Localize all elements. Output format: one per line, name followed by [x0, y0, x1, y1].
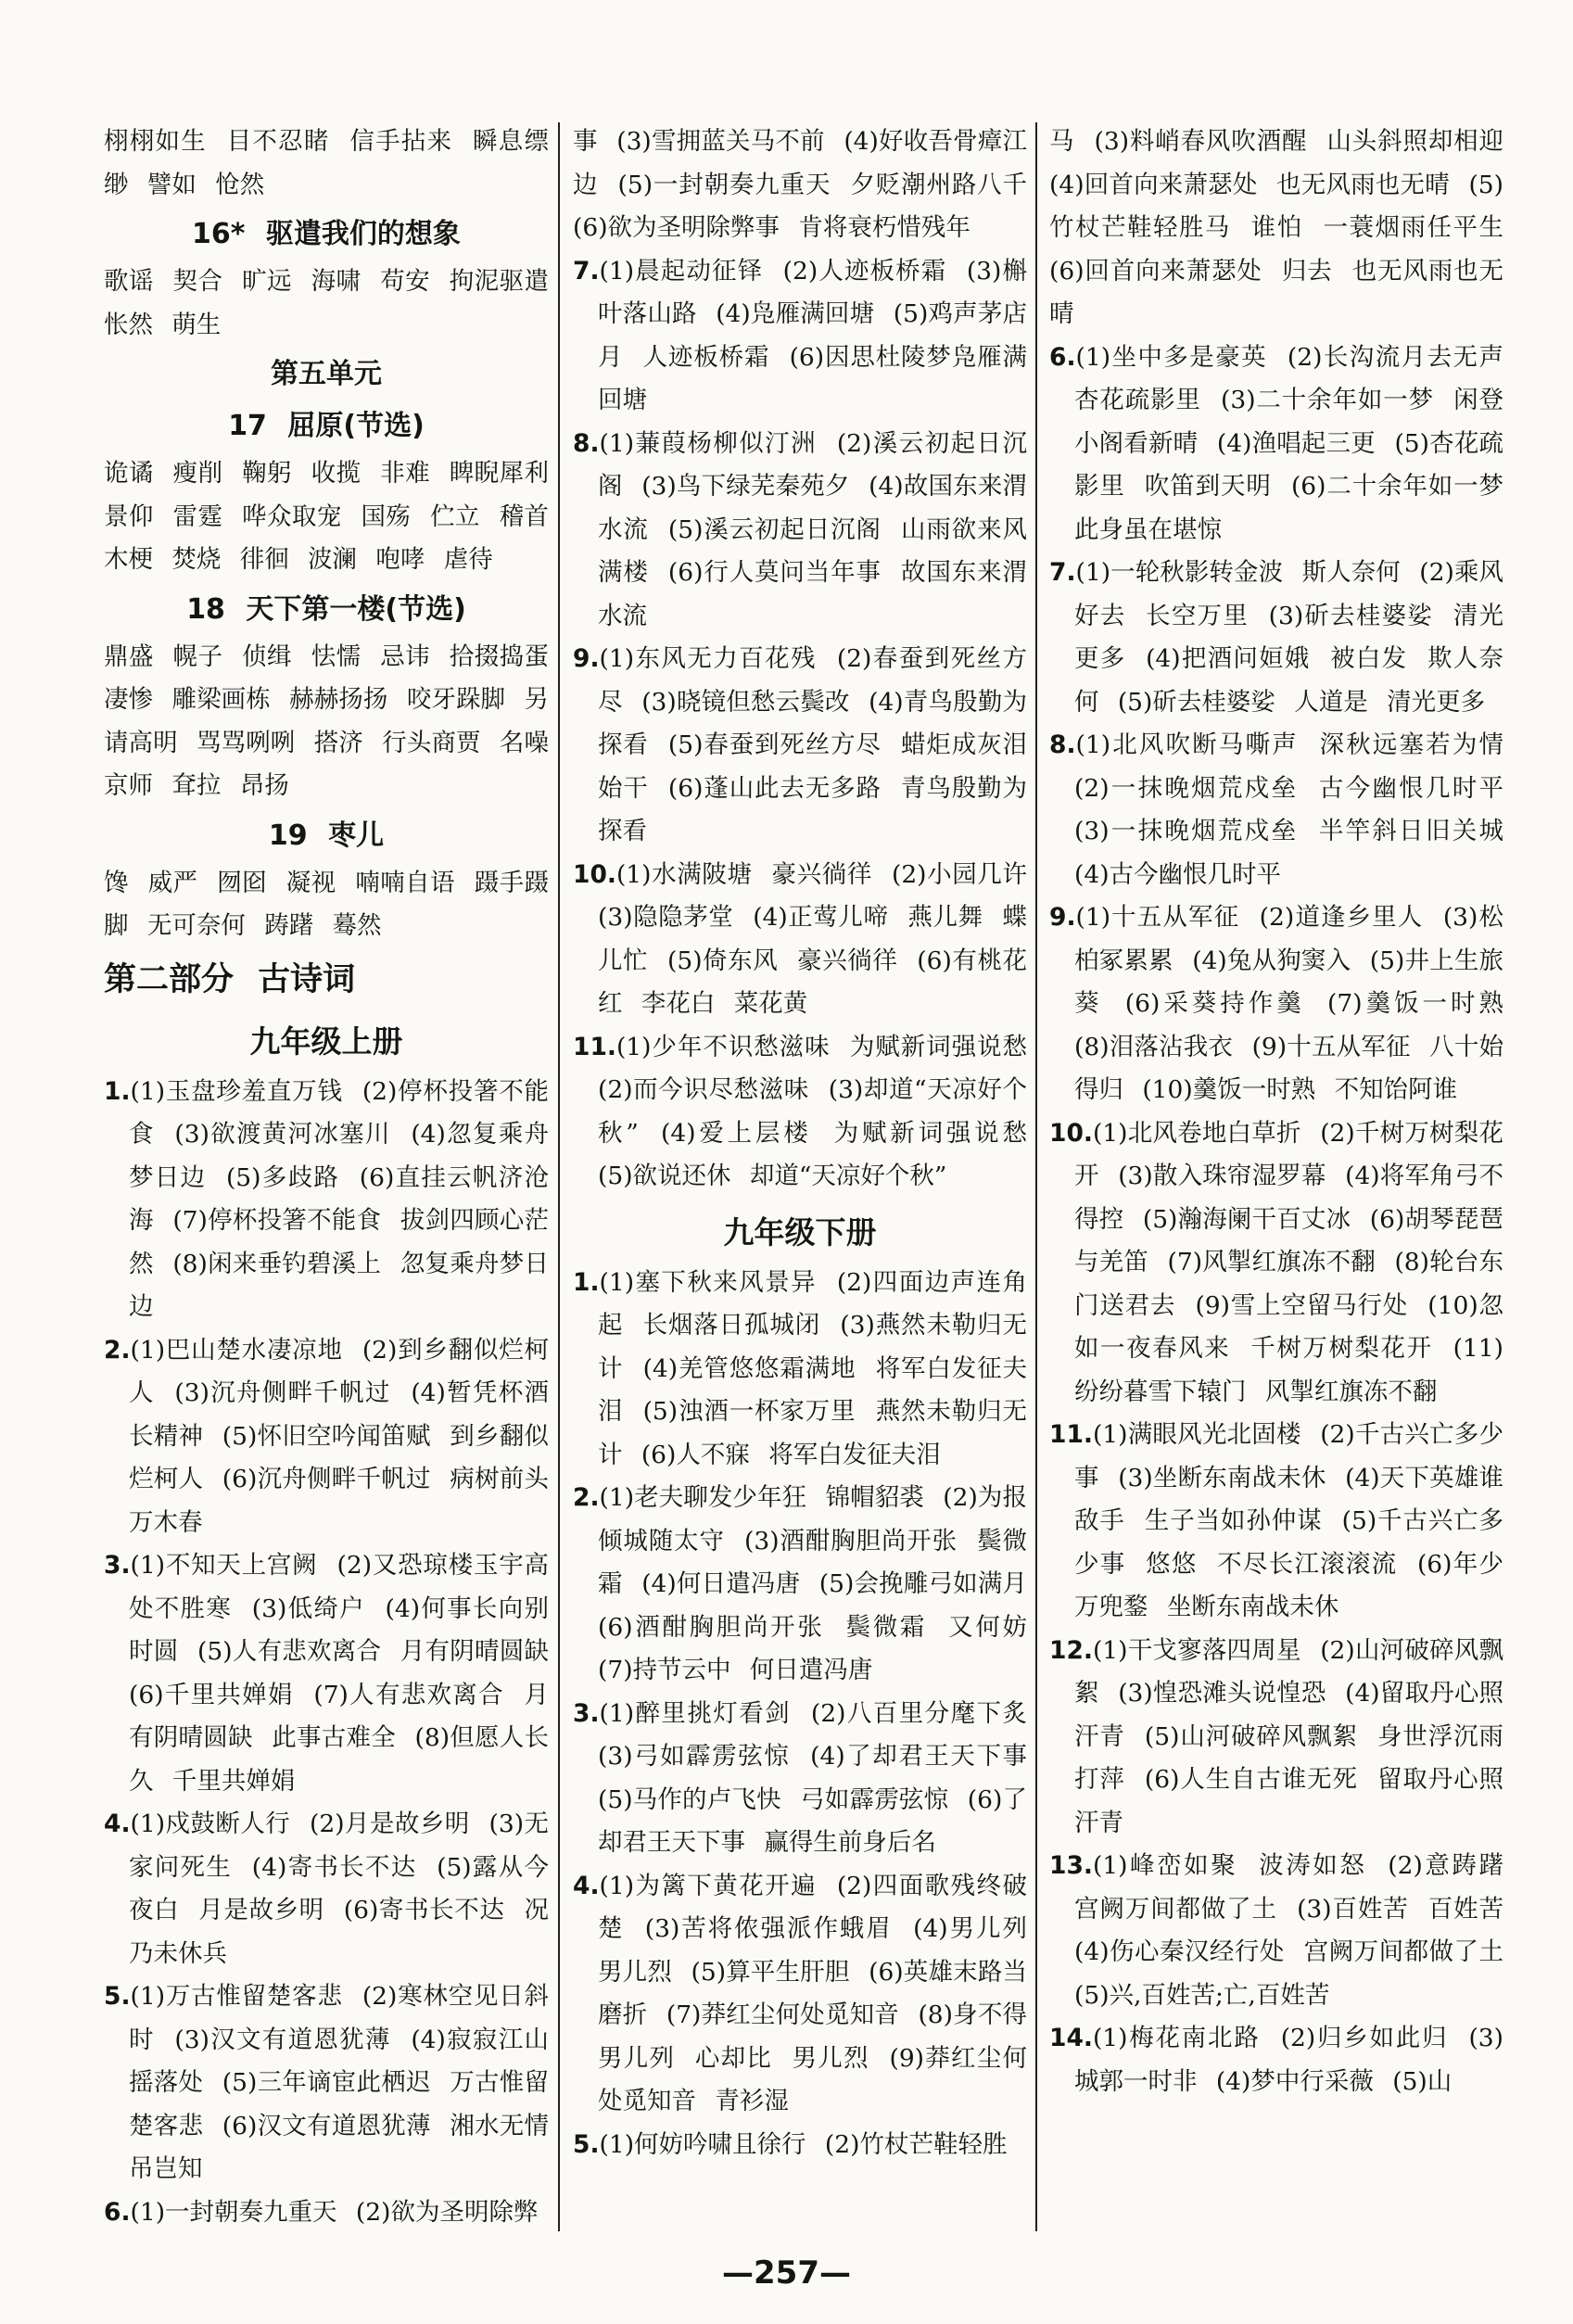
answer-item	[104, 1544, 549, 1803]
answer-number: 13.	[1049, 1851, 1093, 1880]
answer-text: (1)水满陂塘 豪兴徜徉 (2)小园几许 (3)隐隐茅堂 (4)正莺儿啼 燕儿舞 蝶儿忙 (5)倚东风 豪兴徜徉 (6)有桃花红 李花白 菜花黄	[598, 859, 1027, 1018]
answer-item	[104, 1975, 549, 2191]
answer-item	[104, 1329, 549, 1545]
column-1	[104, 121, 549, 2241]
answer-text: (1)巴山楚水凄凉地 (2)到乡翻似烂柯人 (3)沉舟侧畔千帆过 (4)暂凭杯酒长精神 (5)怀旧空吟闻笛赋 到乡翻似烂柯人 (6)沉舟侧畔千帆过 病树前头万木春	[129, 1335, 549, 1537]
answer-item	[573, 1262, 1027, 1478]
answer-item	[573, 1693, 1027, 1865]
answer-number: 1.	[573, 1267, 600, 1297]
answer-item	[1049, 552, 1503, 724]
answer-number: 1.	[104, 1076, 131, 1106]
answer-text: (1)何妨吟啸且徐行 (2)竹杖芒鞋轻胜	[599, 2129, 1008, 2159]
answer-number: 3.	[104, 1551, 131, 1580]
answer-number: 10.	[1049, 1118, 1093, 1148]
answer-item	[1049, 896, 1503, 1112]
answer-text: (1)醉里挑灯看剑 (2)八百里分麾下炙 (3)弓如霹雳弦惊 (4)了却君王天下事 (5)马作的卢飞快 弓如霹雳弦惊 (6)了却君王天下事 赢得生前身后名	[598, 1698, 1027, 1857]
column-2	[573, 121, 1027, 2241]
answer-text: (1)梅花南北路 (2)归乡如此归 (3)城郭一时非 (4)梦中行采薇 (5)山	[1074, 2024, 1503, 2096]
answer-text: (1)一轮秋影转金波 斯人奈何 (2)乘风好去 长空万里 (3)斫去桂婆娑 清光更多 (4)把酒问姮娥 被白发 欺人奈何 (5)斫去桂婆娑 人道是 清光更多	[1074, 558, 1503, 717]
answer-item	[573, 250, 1027, 423]
page-number: —257—	[722, 2254, 851, 2292]
answer-text: (1)为篱下黄花开遍 (2)四面歌残终破楚 (3)苦将侬强派作蛾眉 (4)男儿列 男儿烈 (5)算平生肝胆 (6)英雄末路当磨折 (7)莽红尘何处觅知音 (8)身不得 男儿列 心却比 男儿烈 (9)莽红尘何处觅知音 青衫湿	[598, 1871, 1027, 2115]
answer-item	[1049, 1414, 1503, 1630]
vocabulary-list: 栩栩如生 目不忍睹 信手拈来 瞬息缥缈 譬如 怆然	[104, 127, 549, 199]
answer-number: 6.	[104, 2197, 131, 2227]
section-heading: 第五单元	[271, 358, 382, 390]
answer-item	[104, 2191, 549, 2235]
answer-number: 5.	[573, 2129, 600, 2159]
vocabulary-list: 诡谲 瘦削 鞠躬 收揽 非难 睥睨犀利 景仰 雷霆 哗众取宠 国殇 伫立 稽首 木梗 焚烧 徘徊 波澜 咆哮 虐待	[104, 459, 549, 574]
answer-number: 2.	[573, 1483, 600, 1512]
answer-text: (1)万古惟留楚客悲 (2)寒林空见日斜时 (3)汉文有道恩犹薄 (4)寂寂江山摇落处 (5)三年谪宦此栖迟 万古惟留楚客悲 (6)汉文有道恩犹薄 湘水无情吊岂知	[129, 1982, 549, 2183]
answer-item	[573, 638, 1027, 854]
answer-number: 8.	[573, 428, 600, 458]
section-heading: 17 屈原(节选)	[228, 410, 425, 442]
answer-number: 4.	[573, 1871, 600, 1900]
answer-item	[1049, 1845, 1503, 2017]
answer-item	[1049, 724, 1503, 896]
answer-item	[573, 854, 1027, 1026]
answer-text: (1)蒹葭杨柳似汀洲 (2)溪云初起日沉阁 (3)鸟下绿芜秦苑夕 (4)故国东来渭水流 (5)溪云初起日沉阁 山雨欲来风满楼 (6)行人莫问当年事 故国东来渭水流	[598, 428, 1027, 630]
answer-number: 11.	[1049, 1420, 1093, 1449]
answer-item	[1049, 337, 1503, 552]
answer-number: 14.	[1049, 2024, 1093, 2052]
answer-text: (1)一封朝奏九重天 (2)欲为圣明除弊	[130, 2197, 539, 2227]
answer-number: 6.	[1049, 342, 1076, 372]
answer-text: (1)老夫聊发少年狂 锦帽貂裘 (2)为报倾城随太守 (3)酒酣胸胆尚开张 鬓微霜 (4)何日遣冯唐 (5)会挽雕弓如满月 (6)酒酣胸胆尚开张 鬓微霜 又何妨 (7)持节云中 何日遣冯唐	[598, 1483, 1027, 1684]
answer-item	[104, 1803, 549, 1975]
answer-number: 11.	[573, 1032, 616, 1061]
answer-item	[1049, 1630, 1503, 1846]
answer-number: 9.	[1049, 903, 1076, 932]
answer-text: (1)东风无力百花残 (2)春蚕到死丝方尽 (3)晓镜但愁云鬓改 (4)青鸟殷勤为探看 (5)春蚕到死丝方尽 蜡炬成灰泪始干 (6)蓬山此去无多路 青鸟殷勤为探看	[598, 644, 1027, 845]
answer-number: 12.	[1049, 1635, 1093, 1665]
column-divider-2	[1035, 122, 1037, 2231]
answer-number: 5.	[104, 1982, 131, 2011]
answer-text: (1)十五从军征 (2)道逢乡里人 (3)松柏冢累累 (4)兔从狗窦入 (5)井上生旅葵 (6)采葵持作羹 (7)羹饭一时熟 (8)泪落沾我衣 (9)十五从军征 八十始得归 (10)羹饭一时熟 不知饴阿谁	[1074, 903, 1503, 1104]
answer-item	[573, 1865, 1027, 2124]
answer-item	[104, 1071, 549, 1329]
answer-text: (1)玉盘珍羞直万钱 (2)停杯投箸不能食 (3)欲渡黄河冰塞川 (4)忽复乘舟梦日边 (5)多歧路 (6)直挂云帆济沧海 (7)停杯投箸不能食 拔剑四顾心茫然 (8)闲来垂钓碧溪上 忽复乘舟梦日边	[129, 1076, 549, 1321]
section-heading: 19 枣儿	[268, 819, 385, 852]
answer-text: (1)北风卷地白草折 (2)千树万树梨花开 (3)散入珠帘湿罗幕 (4)将军角弓不得控 (5)瀚海阑干百丈冰 (6)胡琴琵琶与羌笛 (7)风掣红旗冻不翻 (8)轮台东门送君去 (9)雪上空留马行处 (10)忽如一夜春风来 千树万树梨花开 (11)纷纷暮雪下辕门 风掣红旗冻不翻	[1074, 1118, 1503, 1406]
answer-text: (1)峰峦如聚 波涛如怒 (2)意踌躇 宫阙万间都做了土 (3)百姓苦 百姓苦 (4)伤心秦汉经行处 宫阙万间都做了土 (5)兴,百姓苦;亡,百姓苦	[1074, 1851, 1503, 2010]
answer-text: (1)不知天上宫阙 (2)又恐琼楼玉宇高处不胜寒 (3)低绮户 (4)何事长向别时圆 (5)人有悲欢离合 月有阴晴圆缺 (6)千里共婵娟 (7)人有悲欢离合 月有阴晴圆缺 此事古难全 (8)但愿人长久 千里共婵娟	[129, 1551, 549, 1796]
answer-item	[573, 1026, 1027, 1199]
answer-number: 3.	[573, 1698, 600, 1728]
answer-text: (1)戍鼓断人行 (2)月是故乡明 (3)无家问死生 (4)寄书长不达 (5)露从今夜白 月是故乡明 (6)寄书长不达 况乃未休兵	[129, 1810, 549, 1968]
answer-number: 4.	[104, 1810, 131, 1838]
answer-continuation: 事 (3)雪拥蓝关马不前 (4)好收吾骨瘴江边 (5)一封朝奏九重天 夕贬潮州路八千 (6)欲为圣明除弊事 肯将衰朽惜残年	[573, 127, 1027, 242]
answer-number: 2.	[104, 1335, 131, 1365]
answer-text: (1)塞下秋来风景异 (2)四面边声连角起 长烟落日孤城闭 (3)燕然未勒归无计 (4)羌管悠悠霜满地 将军白发征夫泪 (5)浊酒一杯家万里 燕然未勒归无计 (6)人不寐 将军白发征夫泪	[598, 1267, 1027, 1469]
answer-text: (1)北风吹断马嘶声 深秋远塞若为情 (2)一抹晚烟荒戍垒 古今幽恨几时平 (3)一抹晚烟荒戍垒 半竿斜日旧关城 (4)古今幽恨几时平	[1074, 730, 1503, 889]
answer-continuation: 马 (3)料峭春风吹酒醒 山头斜照却相迎 (4)回首向来萧瑟处 也无风雨也无晴 (5)竹杖芒鞋轻胜马 谁怕 一蓑烟雨任平生 (6)回首向来萧瑟处 归去 也无风雨也无晴	[1049, 127, 1503, 328]
answer-item	[1049, 1112, 1503, 1415]
answer-item	[573, 1477, 1027, 1693]
answer-text: (1)晨起动征铎 (2)人迹板桥霜 (3)槲叶落山路 (4)凫雁满回塘 (5)鸡声茅店月 人迹板桥霜 (6)因思杜陵梦凫雁满回塘	[598, 256, 1027, 414]
answer-text: (1)满眼风光北固楼 (2)千古兴亡多少事 (3)坐断东南战未休 (4)天下英雄谁敌手 生子当如孙仲谋 (5)千古兴亡多少事 悠悠 不尽长江滚滚流 (6)年少万兜鍪 坐断东南战未休	[1074, 1420, 1503, 1621]
answer-number: 7.	[573, 256, 600, 286]
vocabulary-list: 歌谣 契合 旷远 海啸 苟安 拘泥驱遣 怅然 萌生	[104, 267, 549, 339]
answer-number: 10.	[573, 859, 616, 889]
column-divider-1	[558, 122, 560, 2231]
column-3	[1049, 121, 1503, 2241]
answer-item	[573, 2124, 1027, 2167]
grade-heading: 九年级下册	[723, 1213, 877, 1251]
answer-number: 7.	[1049, 558, 1076, 587]
part-heading: 第二部分 古诗词	[104, 960, 356, 998]
answer-number: 8.	[1049, 730, 1076, 759]
grade-heading: 九年级上册	[249, 1022, 403, 1060]
answer-number: 9.	[573, 644, 600, 673]
section-heading: 18 天下第一楼(节选)	[186, 592, 466, 626]
section-heading: 16* 驱遣我们的想象	[192, 218, 461, 250]
answer-item	[1049, 2017, 1503, 2103]
vocabulary-list: 鼎盛 幌子 侦缉 怯懦 忌讳 拾掇捣蛋 凄惨 雕梁画栋 赫赫扬扬 咬牙跺脚 另请高明 骂骂咧咧 搭济 行头商贾 名噪京师 耷拉 昂扬	[104, 641, 549, 800]
answer-text: (1)少年不识愁滋味 为赋新词强说愁 (2)而今识尽愁滋味 (3)却道“天凉好个秋” (4)爱上层楼 为赋新词强说愁 (5)欲说还休 却道“天凉好个秋”	[598, 1032, 1027, 1190]
answer-text: (1)坐中多是豪英 (2)长沟流月去无声 杏花疏影里 (3)二十余年如一梦 闲登小阁看新晴 (4)渔唱起三更 (5)杏花疏影里 吹笛到天明 (6)二十余年如一梦 此身虽在堪惊	[1074, 342, 1503, 544]
answer-text: (1)干戈寥落四周星 (2)山河破碎风飘絮 (3)惶恐滩头说惶恐 (4)留取丹心照汗青 (5)山河破碎风飘絮 身世浮沉雨打萍 (6)人生自古谁无死 留取丹心照汗青	[1074, 1635, 1503, 1837]
answer-item	[573, 423, 1027, 639]
vocabulary-list: 馋 威严 囫囵 凝视 喃喃自语 蹑手蹑脚 无可奈何 踌躇 蓦然	[104, 868, 549, 940]
